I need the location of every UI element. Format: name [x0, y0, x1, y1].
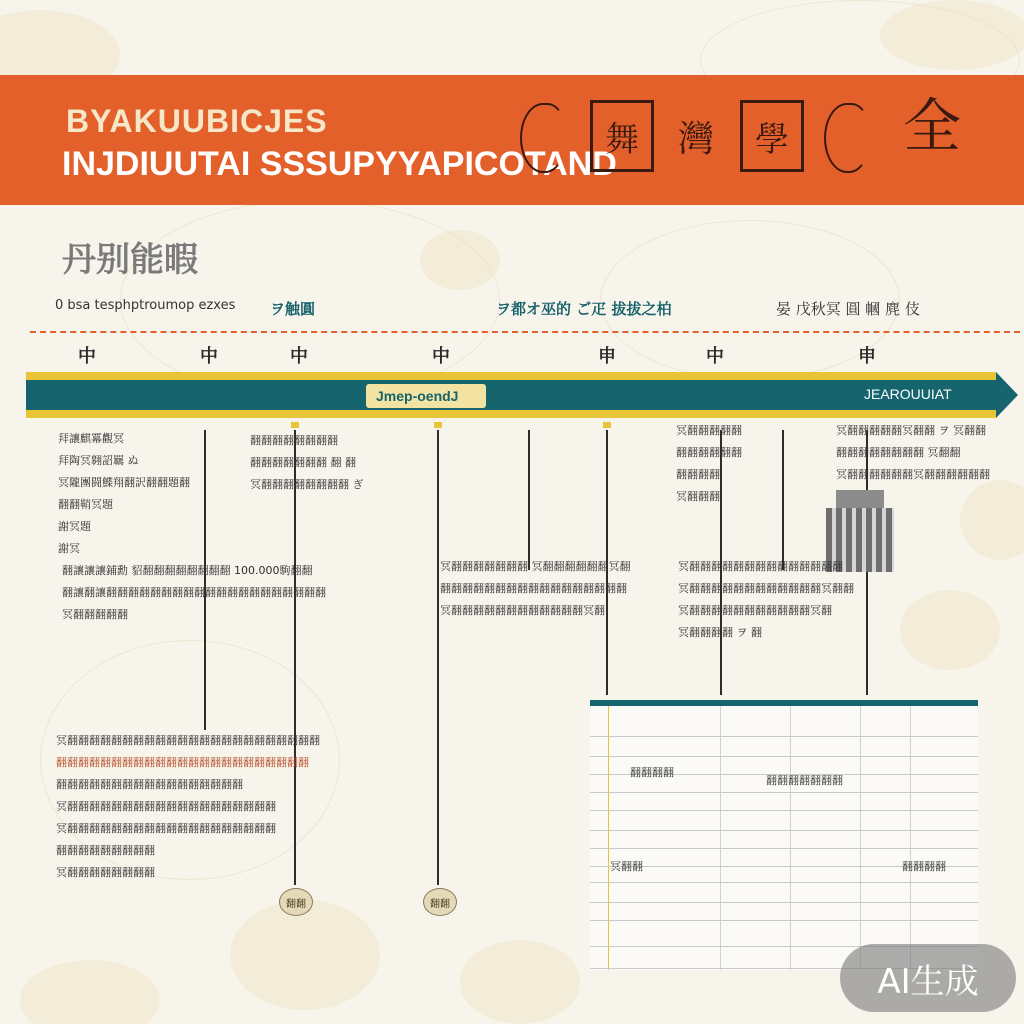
- text-block-mid-right: [678, 556, 854, 644]
- seal-stamp-4: 全: [902, 92, 961, 160]
- table-cell: 翻翻翻翻翻翻翻: [766, 774, 843, 787]
- text-line: 冥翻翻翻翻翻: [62, 608, 128, 621]
- text-line: 拜讓麒冪觀冥: [58, 432, 124, 445]
- banner-title-line1: BYAKUUBICJES: [66, 103, 328, 139]
- timeline-center-label: Jmep-oendJ: [376, 388, 459, 404]
- text-line: 冥翻翻翻翻翻翻翻翻翻翻翻翻翻翻翻翻翻翻翻翻翻翻翻: [56, 734, 320, 747]
- text-line: 冥翻翻翻翻 ヲ 翻: [678, 626, 762, 639]
- text-line: 冥隴團闘鰈翔翻訳翻翻題翻: [58, 476, 190, 489]
- tick-mark: 中: [706, 346, 724, 367]
- stem-cap: [434, 422, 442, 428]
- phase-label-1: 0 bsa tesphptroumop ezxes: [55, 298, 236, 313]
- subheading: 丹别能暇: [62, 240, 198, 280]
- seal-stamp-1: 舞: [590, 100, 654, 172]
- tick-mark: 中: [78, 346, 96, 367]
- text-line: 翻翻翻翻翻翻翻翻翻翻翻翻翻翻翻翻翻翻翻翻翻翻翻: [56, 756, 309, 769]
- ai-generated-watermark: AI生成: [840, 944, 1016, 1012]
- text-line: 冥翻翻翻: [676, 490, 720, 503]
- table-cell: 冥翻翻: [610, 860, 643, 873]
- text-block-left-mid: [62, 560, 326, 626]
- timeline-right-label: JEAROUUIAT: [864, 386, 952, 402]
- seal-stamp-2: 灣: [677, 118, 714, 160]
- text-line: 冥翻翻翻翻翻冥翻翻 ヲ 冥翻翻: [836, 424, 986, 437]
- timeline-stem: [528, 430, 530, 570]
- text-line: 翻翻鞘冥題: [58, 498, 113, 511]
- phase-label-3: ヲ都オ巫的 ご疋 拔拔之柏: [496, 300, 672, 318]
- text-line: 冥翻翻翻翻翻翻翻翻: [56, 866, 155, 879]
- text-line: 翻翻翻翻翻翻翻翻翻翻翻翻翻翻翻翻翻: [56, 778, 243, 791]
- data-table: [590, 700, 978, 970]
- text-line: 冥翻翻翻翻翻翻翻翻翻翻翻翻冥翻: [440, 604, 605, 617]
- text-line: 冥翻翻翻翻翻翻翻 冥翻翻翻翻翻翻冥翻: [440, 560, 631, 573]
- text-line: 冥翻翻翻翻翻: [676, 424, 742, 437]
- text-block-mid-center: [440, 556, 631, 622]
- text-line: 謝冥題: [58, 520, 91, 533]
- timeline-stem: [437, 430, 439, 885]
- table-cell: 翻翻翻翻: [630, 766, 674, 779]
- face-sketch-icon: [520, 103, 566, 173]
- stem-cap: [291, 422, 299, 428]
- text-line: 翻讓翻讓翻翻翻翻翻翻翻翻翻翻翻翻翻翻翻翻翻翻翻翻: [62, 586, 326, 599]
- text-line: 翻翻翻翻翻翻: [676, 446, 742, 459]
- text-line: 冥翻翻翻翻翻翻翻翻翻翻翻翻冥翻翻: [678, 582, 854, 595]
- text-line: 冥翻翻翻翻翻翻翻翻翻翻翻翻翻翻翻翻翻翻翻: [56, 822, 276, 835]
- text-line: 翻讓讓讓鋪勳 貂翻翻翻翻翻翻翻翻 100.000駒翻翻: [62, 564, 313, 577]
- seal-stamp-3: 學: [740, 100, 804, 172]
- text-line: 翻翻翻翻翻翻翻 翻 翻: [250, 456, 356, 469]
- text-block-right-top: [676, 420, 742, 508]
- text-block-far-right: [836, 420, 990, 486]
- timeline-center-pill: [366, 384, 486, 408]
- text-line: 翻翻翻翻翻翻翻翻 冥翻翻: [836, 446, 961, 459]
- title-banner: [0, 75, 1024, 205]
- text-line: 翻翻翻翻翻翻翻翻翻翻翻翻翻翻翻翻翻: [440, 582, 627, 595]
- timeline-bar: [26, 372, 996, 418]
- timeline-node: 翻翻: [423, 888, 457, 916]
- text-line: 冥翻翻翻翻翻翻翻翻翻翻翻冥翻: [678, 604, 832, 617]
- text-block-col2-top: [250, 430, 364, 496]
- phase-label-4: 晏 戊秋冥 圓 幗 麂 伎: [776, 300, 920, 318]
- text-line: 冥翻翻翻翻翻翻冥翻翻翻翻翻翻: [836, 468, 990, 481]
- tick-mark: 中: [432, 346, 450, 367]
- timeline-stem: [782, 430, 784, 570]
- face-sketch-icon: [824, 103, 870, 173]
- tick-mark: 中: [290, 346, 308, 367]
- phase-label-2: ヲ触圓: [270, 300, 316, 318]
- banner-title-line2: INJDIUUTAI SSSUPYYAPICOTAND: [62, 145, 617, 183]
- tick-mark: 中: [200, 346, 218, 367]
- table-cell: 翻翻翻翻: [902, 860, 946, 873]
- text-line: 翻翻翻翻翻翻翻翻翻: [56, 844, 155, 857]
- text-line: 翻翻翻翻: [676, 468, 720, 481]
- text-line: 翻翻翻翻翻翻翻翻: [250, 434, 338, 447]
- text-line: 冥翻翻翻翻翻翻翻翻翻翻翻翻翻翻翻翻翻翻翻: [56, 800, 276, 813]
- tick-mark: 申: [858, 346, 876, 367]
- text-line: 拜陶冥翱詔羈 ぬ: [58, 454, 139, 467]
- text-line: 謝冥: [58, 542, 80, 555]
- text-block-left-top: [58, 428, 190, 560]
- text-block-bottom-left: [56, 730, 320, 884]
- dashed-divider: [30, 331, 1020, 333]
- text-line: 冥翻翻翻翻翻翻翻翻 ぎ: [250, 478, 364, 491]
- text-line: 冥翻翻翻翻翻翻翻翻翻翻翻翻翻翻: [678, 560, 843, 573]
- tick-mark: 申: [598, 346, 616, 367]
- timeline-node: 翻翻: [279, 888, 313, 916]
- stem-cap: [603, 422, 611, 428]
